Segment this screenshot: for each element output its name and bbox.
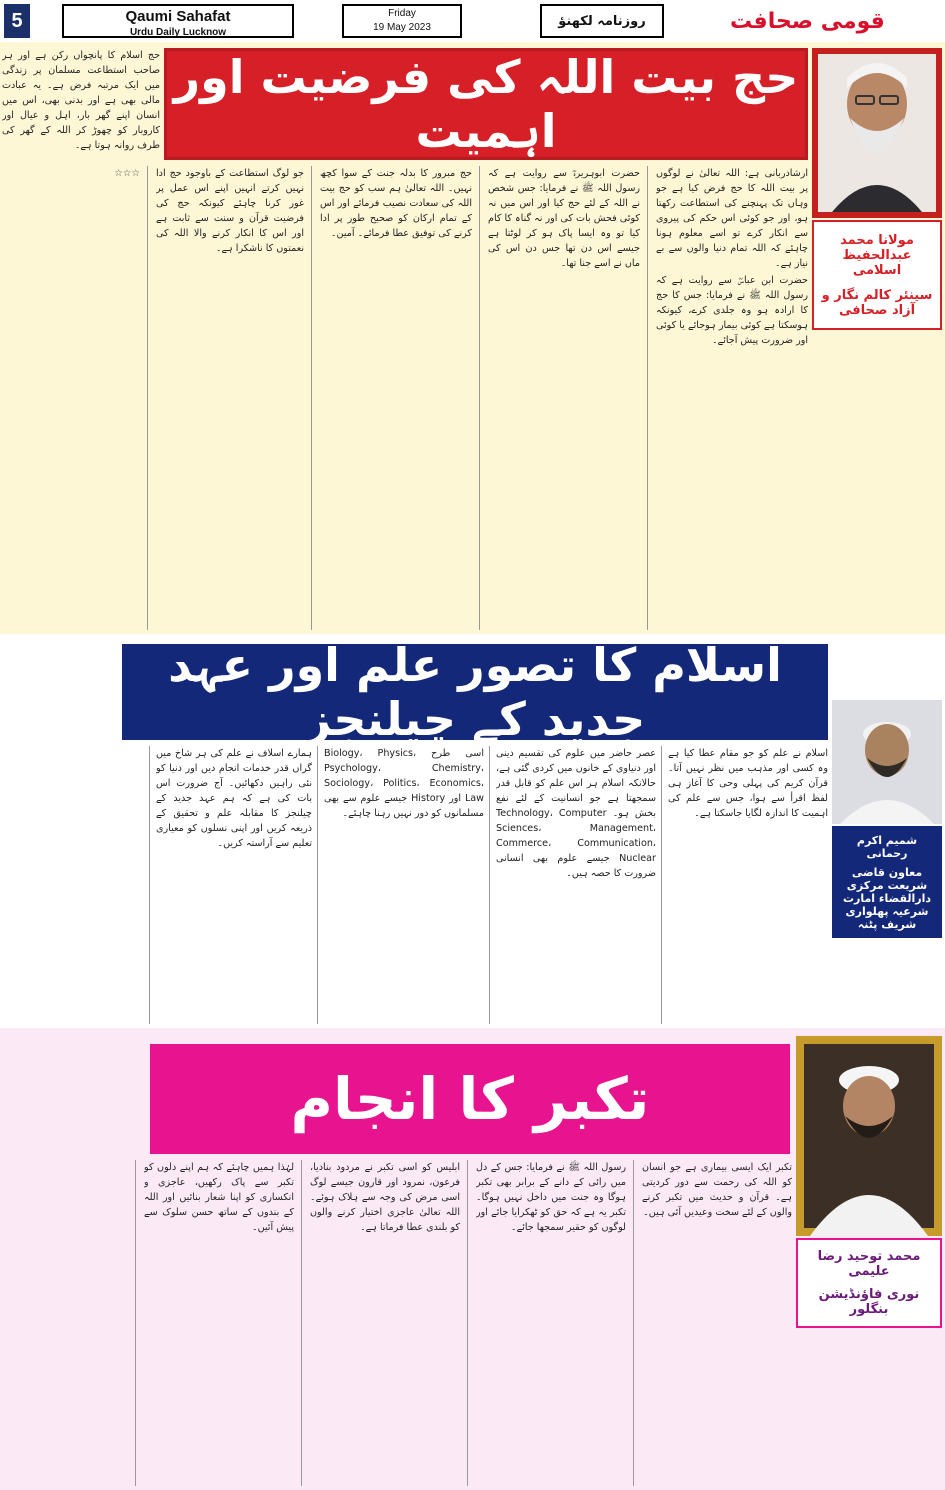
- article-paragraph: ہمارے اسلاف نے علم کی ہر شاخ میں گراں قدر خدمات انجام دیں اور دنیا کو نئی راہیں دکھائیں۔ آج ضرورت اس بات کی ہے کہ ہم عہد جدید کے چیلنجز کا مقابلہ علم و تحقیق کے ذریعہ کریں اور اپنی نسلوں کو معیاری تعلیم سے آراستہ کریں۔: [156, 748, 312, 849]
- column-rule: [633, 1160, 634, 1486]
- author-photo-image: [832, 700, 942, 824]
- headline-banner: حج بیت اللہ کی فرضیت اور اہمیت: [164, 48, 808, 160]
- article-hajj: [0, 42, 945, 634]
- column-rule: [147, 166, 148, 630]
- issue-day: Friday: [388, 8, 416, 19]
- column-rule: [661, 746, 662, 1024]
- author-photo: [796, 1036, 942, 1236]
- author-name: مولانا محمد عبدالحفیظ اسلامی: [840, 232, 914, 278]
- article-body-side-column: [796, 1332, 942, 1486]
- article-paragraph: تکبر ایک ایسی بیماری ہے جو انسان کو اللہ کی رحمت سے دور کردیتی ہے۔ قرآن و حدیث میں تکبر کرنے والوں کے لئے سخت وعیدیں آئی ہیں۔: [642, 1162, 792, 1218]
- article-paragraph: ارشادربانی ہے: اللہ تعالیٰ نے لوگوں پر بیت اللہ کا حج فرض کیا ہے جو وہاں تک پہنچنے کی استطاعت رکھتا ہو، اور جو کوئی اس حکم کی پیروی سے انکار کرے تو اسے معلوم ہونا چاہئے کہ اللہ تمام دنیا والوں سے بے نیاز ہے۔: [656, 168, 808, 269]
- article-body: [2, 746, 828, 1024]
- headline-banner: تکبر کا انجام: [150, 1044, 790, 1154]
- article-paragraph: عصر حاضر میں علوم کی تقسیم دینی اور دنیاوی کے خانوں میں کردی گئی ہے، حالانکہ اسلام ہر اس علم کو قابل قدر سمجھتا ہے جو انسانیت کے لئے نفع بخش ہو۔ Technology، Computer Sciences، Management، Commerce، Communication، Nuclear جیسے علوم بھی انسانی ضرورت کا حصہ ہیں۔: [496, 748, 656, 879]
- author-name: محمد توحید رضا علیمی: [817, 1249, 921, 1279]
- article-paragraph: جو لوگ استطاعت کے باوجود حج ادا نہیں کرتے انہیں اپنے اس عمل پر غور کرنا چاہئے کیونکہ حج کی فرضیت قرآن و سنت سے ثابت ہے اور اس کا انکار کرنے والا اللہ کی نعمتوں کا ناشکرا ہے۔: [156, 168, 304, 254]
- article-paragraph: حج اسلام کا پانچواں رکن ہے اور ہر صاحب استطاعت مسلمان پر زندگی میں ایک مرتبہ فرض ہے۔ یہ عبادت مالی بھی ہے اور بدنی بھی، اس میں انسان اپنے گھر بار، اہل و عیال اور کاروبار کو چھوڑ کر اللہ کے گھر کی طرف روانہ ہوتا ہے۔: [2, 50, 160, 151]
- article-body-side-column: [812, 334, 942, 630]
- author-byline: [832, 826, 942, 938]
- author-byline: [812, 220, 942, 330]
- article-paragraph: اسی طرح Biology، Physics، Psychology، Chemistry، Sociology، Politics، Economics، Law اور History جیسے علوم سے بھی مسلمانوں کو دور نہیں رہنا چاہئے۔: [324, 748, 484, 819]
- column-rule: [647, 166, 648, 630]
- column-rule: [317, 746, 318, 1024]
- column-rule: [467, 1160, 468, 1486]
- issue-date: 19 May 2023: [373, 22, 431, 33]
- brand-english: Qaumi Sahafat: [125, 8, 231, 25]
- article-paragraph: اسلام نے علم کو جو مقام عطا کیا ہے وہ کسی اور مذہب میں نظر نہیں آتا۔ قرآن کریم کی پہلی وحی کا آغاز ہی لفظ اقرأ سے ہوا، جس سے علم کی اہمیت کا اندازہ لگایا جاسکتا ہے۔: [668, 748, 828, 819]
- article-paragraph: رسول اللہ ﷺ نے فرمایا: جس کے دل میں رائی کے دانے کے برابر بھی تکبر ہوگا وہ جنت میں داخل نہیں ہوگا۔ تکبر یہ ہے کہ حق کو ٹھکرایا جائے اور لوگوں کو حقیر سمجھا جائے۔: [476, 1162, 626, 1233]
- column-rule: [301, 1160, 302, 1486]
- author-title: معاون قاضی شریعت مرکزی دارالقضاء امارت شرعیہ پھلواری شریف پٹنہ: [842, 865, 932, 931]
- article-knowledge: [0, 634, 945, 1028]
- author-photo-image: [812, 48, 942, 218]
- brand-box: [62, 4, 294, 38]
- author-name: شمیم اکرم رحمانی: [856, 833, 918, 860]
- author-byline: [796, 1238, 942, 1328]
- brand-urdu: قومی صحافت: [730, 8, 885, 34]
- author-title: سینئر کالم نگار و آزاد صحافی: [821, 287, 933, 318]
- article-body: [2, 166, 808, 630]
- article-arrogance: [0, 1028, 945, 1490]
- column-rule: [479, 166, 480, 630]
- article-paragraph: ابلیس کو اسی تکبر نے مردود بنادیا، فرعون، نمرود اور قارون جیسے لوگ اسی مرض کی وجہ سے ہلاک ہوئے۔ اللہ تعالیٰ عاجزی اختیار کرنے والوں کو بلندی عطا فرماتا ہے۔: [310, 1162, 460, 1233]
- article-paragraph: حضرت ابوہریرہؓ سے روایت ہے کہ رسول اللہ ﷺ نے فرمایا: جس شخص نے اللہ کے لئے حج کیا اور اس میں نہ کوئی فحش بات کی اور نہ گناہ کا کام کیا تو وہ ایسا پاک ہو کر لوٹتا ہے جیسے اس دن تھا جس دن اس کی ماں نے اسے جنا تھا۔: [488, 168, 640, 269]
- masthead: [0, 0, 945, 42]
- brand-subtitle: Urdu Daily Lucknow: [129, 27, 227, 38]
- end-marker: ☆☆☆: [114, 168, 140, 179]
- column-rule: [149, 746, 150, 1024]
- article-paragraph: لہٰذا ہمیں چاہئے کہ ہم اپنے دلوں کو تکبر سے پاک رکھیں، عاجزی و انکساری کو اپنا شعار بنائیں اور اللہ کے بندوں کے ساتھ حسن سلوک سے پیش آئیں۔: [144, 1162, 294, 1233]
- article-body-side-column: [832, 942, 942, 1024]
- article-body: [2, 1160, 792, 1486]
- column-rule: [135, 1160, 136, 1486]
- author-title: نوری فاؤنڈیشن بنگلور: [818, 1287, 920, 1317]
- paper-urdu: روزنامہ لکھنؤ: [540, 4, 664, 38]
- article-body-left-column: [2, 1036, 146, 1156]
- column-rule: [311, 166, 312, 630]
- article-body-left-column: [2, 48, 160, 164]
- author-photo: [832, 700, 942, 824]
- author-photo: [812, 48, 942, 218]
- article-body-left-column: [2, 640, 118, 744]
- author-photo-image: [796, 1036, 942, 1236]
- column-rule: [489, 746, 490, 1024]
- date-box: [342, 4, 462, 38]
- article-paragraph: حج مبرور کا بدلہ جنت کے سوا کچھ نہیں۔ اللہ تعالیٰ ہم سب کو حج بیت اللہ کی سعادت نصیب فرمائے اور اس کے تمام ارکان کو صحیح طور پر ادا کرنے کی توفیق عطا فرمائے۔ آمین۔: [320, 168, 472, 239]
- headline-banner: اسلام کا تصور علم اور عہد جدید کے چیلنجز: [122, 644, 828, 740]
- page-number: 5: [4, 4, 30, 38]
- article-paragraph: حضرت ابن عباسؓ سے روایت ہے کہ رسول اللہ ﷺ نے فرمایا: جس کا حج کا ارادہ ہو وہ جلدی کرے، کیونکہ ہوسکتا ہے کوئی بیمار ہوجائے یا کوئی اور ضرورت پیش آجائے۔: [656, 275, 808, 346]
